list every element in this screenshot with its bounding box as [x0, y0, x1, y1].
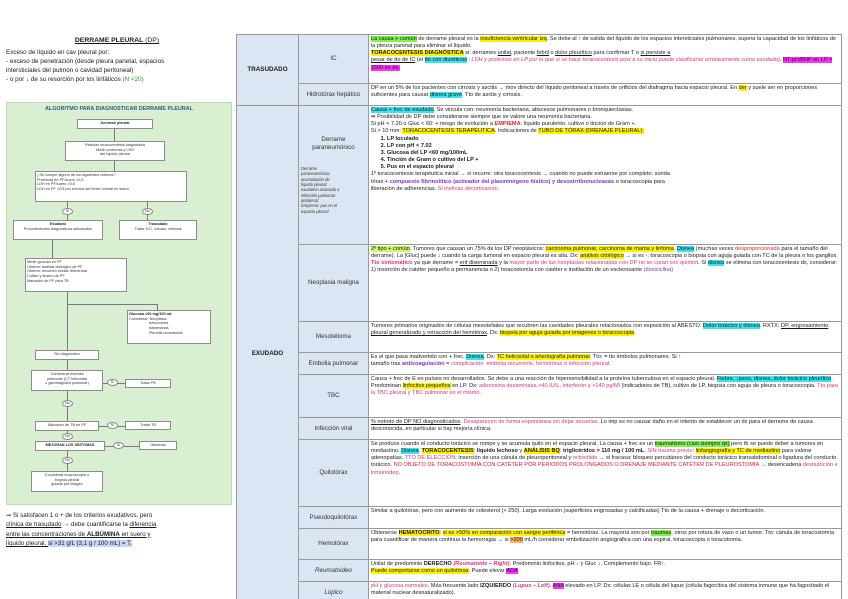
algo-no: No: [62, 433, 73, 440]
algo-box-marcador-tb: Marcador de TB en PF: [35, 421, 99, 431]
intro-line: intersticiales del pulmón o cavidad peritoneal): [6, 67, 134, 75]
algo-no: No: [62, 400, 73, 407]
table-row: [237, 560, 842, 582]
list-item: 3. Glucosa del LP <60 mg/100mL: [387, 150, 839, 157]
list-item: 5. Pus en el espacio pleural: [387, 164, 839, 171]
row-desc-pseudoquilotorax: Similar a quilotórax, pero con aumento de colesterol (> 250). Larga evolución (superficies engrosadas y calcificadas) Tto de la causa + drenaje o decorticación.: [368, 507, 841, 529]
row-desc-paraneumonico: Causa + frec de exudado. Se vincula con: neumonía bacteriana, abscesos pulmonares o bronquiectasias. ⇛ Posibilidad de DP debe considerarse siempre que se valore una neumonía bacteriana. Si pH < 7.20 o Gluc < 60: + riesgo de evolución a EMPIEMA: líquido purulento, cultivo o tinción de Gram +. Si > 10 mm: TORACOCENTESIS TERAPÉUTICA. Indicaciones de TUBO DE TÓRAX (DRENAJE PLEURAL): 1. LP loculado 2. LP con pH < 7.02 3. Glucosa del LP <60 mg/100mL 4. Tinción de Gram o cultivo del LP + 5. Pus en el espacio pleural 1º toracocentesis terapéutica inicial → si recurre: otra toracocentesis → cuando no puede extraerse por completo: sonda tórax + compuesto fibrinolítico (activador del plasminógeno hístico) y desoxirribonucleasas o toracoscopia para liberación de adherencias. Si ineficaz decorticación.: [368, 106, 841, 245]
row-label-embolia: Embolia pulmonar: [298, 353, 368, 375]
algorithm-title: ALGORITMO PARA DIAGNOSTICAR DERRAME PLEURAL: [45, 106, 193, 112]
intro-line: - exceso de penetración (desde pleura parietal, espacios: [6, 57, 165, 65]
list-item: 4. Tinción de Gram o cultivo del LP +: [387, 157, 839, 164]
row-desc-viral: % notorio de DP NO diagnosticados. Desaparecen de forma espontánea sin dejar secuelas. Lo imp es no causar daño en el intento de establecer un dx para el derrame de causa desconocida, en particular si hay mejoría clínica.: [368, 418, 841, 440]
intro-line: - o por ↓ de su resorción por los linfáticos (N <20): [6, 76, 144, 84]
row-label-mesotelioma: Mesotelioma: [298, 322, 368, 353]
algo-box-sin-dx: Sin diagnóstico: [35, 350, 99, 360]
row-desc-mesotelioma: Tumores primarios originados de células mesoteliales que recubren las cavidades pleurales relacionados con exposición al ABESTO. Dolor torácico y disnea. RXTX: DP, engrosamiento pleural generalizado y retracción del hemitórax. Dx: biopsia por aguja guiada por imágenes o toracoscopia.: [368, 322, 841, 353]
row-desc-quilotorax: Se produce cuando el conducto torácico se rompe y se acumula quilo en el espacio pleural. La causa + frec es un traumatismo (casi siempre qx) pero tb se puede deber a tumores en mediastino. Disnea. TORACOCENTESIS: líquido lechoso y ANÁLISIS BQ: triglicéridos > 110 mg / 100 mL. SIN trauma previo: linfangiografía y TC de mediastino para valorar adenopatías. TTO DE ELECCIÓN: inserción de una cánula de pleuroperitoneal y octreótido → si fracasa: bloqueo percutáneo del conducto torácico transabdominal o ligadura del conducto torácico. NO OBJETO DE TORACOSTOMÍA CON CATÉTER POR PERIODOS PROLONGADOS O DRENAJE MEDIANTE CATÉTER DE PLEUROSTOMÍA → desencadena desnutrición e inmunodep.: [368, 440, 841, 507]
albumin-note: ⇛ Si satisfacen 1 o + de los criterios exudativos, pero clínica de trasudado → debe cuantificarse la diferencia entre las concentraciones de ALBÚMINA en suero y líquido pleural, si >31 g/L (3,1 g / 100 mL) = T.: [6, 512, 157, 547]
row-desc-neoplasia: 2º tipo + común. Tumores que causan un 75% de los DP neoplásicos: carcinoma pulmonar, carcinoma de mama y linfoma. Disnea (muchas veces desproporcionada para el tamaño del derrame). La [Gluc] puede ↓ cuando la carga tumoral en espacio pleural es alta. Dx: análisis citológico → si es -: toracoscopia o biopsia con aguja guiada con TC de la pleura o los ganglios. Tto sintomático ya que derrame = enf diseminada y la mayor parte de las neoplasias relacionadas con DP no se curan con quimiot. Si disnea se elimina con toracocentesis dx, considerar: 1) inserción de catéter pequeño a permanencia o 2) toracostomía con catéter e instilación de un esclerosante (doxiciclina): [368, 245, 841, 322]
algo-box-toracoscopia: Considerar toracoscopia o biopsia pleural guiada por imagen: [31, 471, 103, 492]
algo-box-trasudado: Trasudado Tratar ICC, cirrosis, nefrosis: [119, 220, 197, 240]
category-trasudado: TRASUDADO: [237, 35, 299, 106]
row-label-paraneumonico: Derrame paraneumónico Derrame paraneumónico: acumulación de líquido pleural exudativo asociado a infección pulmonar ipsilateral. Empiema: pus en el espacio pleural: [298, 106, 368, 245]
algo-no: No: [62, 457, 73, 464]
row-label-reumatoideo: Reumatoideo: [298, 560, 368, 582]
algo-box-glucosa-baja: Glucosa <60 mg/100 mL Considerar: Neoplasia Infecciones bacterianas Pleuritis reumatoide: [127, 310, 211, 344]
table-row: [237, 440, 842, 507]
row-desc-reumatoideo: Unilat de predominio DERECHO (Reumatoide – Right). Predominio linfocitos, pH ↓ y Gluc ↓. Complemento bajo. FR↑. Puede comportarse como un quilotórax. Puede elevar ADA.: [368, 560, 841, 582]
row-desc-lupico: pH y glucosa normales. Más frecuente lado IZQUIERDO (Lupus – Left). ANA elevado en LP. Dx: células LE o célula del lupus (célula fagocítica del sistema inmune que ha fagocitado el material nuclear desnaturalizado).: [368, 582, 841, 599]
table-row: [237, 322, 842, 353]
row-label-quilotorax: Quilotórax: [298, 440, 368, 507]
left-intro: [6, 36, 228, 84]
row-label-hemotorax: Hemotórax: [298, 529, 368, 560]
algo-box-toracocentesis: Realizar toracocentesis diagnóstica Medir proteínas y LDH del líquido pleural: [65, 141, 165, 161]
row-label-lupico: Lúpico: [298, 582, 368, 599]
row-desc-hemotorax: Obtenerse HEMATOCRITO: si es >50% en comparación con sangre periférica = hemotórax. La mayoría son por traumas, otros por rotura de vaso o un tumor. Tto: cánula de toracostomía para cuantificar de manera continua la hemorragia → si >200 mL/h considerar embolización angiográfica con una espiral, toracoscopia o toracotomía.: [368, 529, 841, 560]
table-row: [237, 35, 842, 84]
algo-box-observar: Observar: [139, 441, 177, 450]
intro-line: Exceso de líquido en cav pleural por:: [6, 48, 110, 56]
row-label-pseudoquilotorax: Pseudoquilotórax: [298, 507, 368, 529]
row-desc-hidrotorax: DP en un 5% de los pacientes con cirrosis y ascitis → mov directo del líquido peritoneal a través de orificios del diafragma hacia espacio pleural. En der y suele ser en proporciones suficientes para causar disnea grave. Tto de asctis y cirrosis.: [368, 84, 841, 106]
algo-box-medir-glucosa: Medir glucosa en PF Obtener análisis citológico de PF Obtener recuento celular diferencial Cultivo y tinción de PF Marcador de PF para TB: [25, 258, 127, 292]
table-row: [237, 245, 842, 322]
table-row: [237, 375, 842, 418]
row-desc-ic: La causa + común de derrame pleural es la insuficiencia ventricular izq. Se debe al ↑ de salida del líquido de los espacios intersticiales pulmonares, supera la capacidad de los linfáticos de la pleura parietal para eliminar el líquido. TORACOCENTESIS DIAGNÓSTICA si: derrames unilat, paciente febril o dolor pleurítico para confirmar T o si persiste a pesar de tto de IC (el tto con diuréticos ↑LDH y proteínas en LP por lo que si se hace toracocentesis post a su inicio puede clasificarse erróneamente como exudado). NT-proBNP en LP > 1500 es dx.: [368, 35, 841, 84]
row-label-ic: IC: [298, 35, 368, 84]
page-title: DERRAME PLEURAL (DP): [74, 37, 160, 44]
table-row: [237, 507, 842, 529]
algo-yes: Sí: [107, 379, 118, 386]
algo-yes: Sí: [62, 208, 73, 215]
table-row: [237, 353, 842, 375]
algo-box-mejoran: MEJORAN LOS SÍNTOMAS: [35, 441, 105, 451]
table-row: [237, 582, 842, 599]
algo-box-embolia: Considerar embolia pulmonar (CT helicoidal o gammagrafía pulmonar): [31, 370, 103, 391]
drenaje-list: [371, 136, 839, 172]
algo-box-criterios: ¿Se cumple alguno de los siguientes criterios? Proteínas en PF/suero >0,5 LDH en PF/suero >0,6 LDH en PF >2/3 por encima del límite normal en suero: [35, 171, 187, 202]
algo-yes: Sí: [107, 422, 118, 429]
table-row: [237, 529, 842, 560]
algo-no: No: [142, 208, 153, 215]
category-exudado: EXUDADO: [237, 106, 299, 599]
table-row: [237, 84, 842, 106]
row-desc-embolia: Es el que pasa inadvertido con + frec. Disnea. Dx: TC helicoidal o arteriografía pulmonar. Tto: = tto émbolos pulmonares. Si ↑ tamaño tras anticoagulación = complicación: embolia recurrente, hemotórax o infección pleural.: [368, 353, 841, 375]
row-label-tbc: TBC: [298, 375, 368, 418]
row-label-neoplasia: Neoplasia maligna: [298, 245, 368, 322]
row-label-hidrotorax: Hidrotórax hepático: [298, 84, 368, 106]
table-row: [237, 106, 842, 245]
table-row: [237, 418, 842, 440]
row-label-viral: Infección viral: [298, 418, 368, 440]
paraneumonico-note: Derrame paraneumónico: acumulación de líquido pleural exudativo asociado a infección pulmonar ipsilateral. Empiema: pus en el espacio pleural: [300, 166, 340, 214]
algo-box-exudado: Exudado Procedimientos diagnósticos adicionales: [13, 220, 103, 240]
algo-yes: Sí: [113, 442, 124, 449]
algo-box-derrame: Derrame pleural: [77, 119, 153, 129]
derrame-table: [236, 34, 842, 599]
list-item: 1. LP loculado: [387, 136, 839, 143]
algo-box-tratar-pe: Tratar PE: [125, 379, 171, 388]
algo-box-tratar-tb: Tratar TB: [125, 421, 171, 430]
algorithm-figure: [6, 102, 232, 505]
list-item: 2. LP con pH < 7.02: [387, 143, 839, 150]
row-desc-tbc: Causa + frec de E en países no desarrollados. Se debe a una reacción de hipersensibilidad a la proteína tuberculosa en el espacio pleural. Fiebre, ↓peso, disnea, dolor torácico pleurítico. Predominan linfocitos pequeños en LP. Dx: adenosina desaminasa >40 IU/L, interferón γ >140 pg/Ml (indicadores de TB), cultivo de LP, biopsia con aguja de pleura o toracoscopia. Tto para la TBC pleural y TBC pulmonar es el mismo.: [368, 375, 841, 418]
